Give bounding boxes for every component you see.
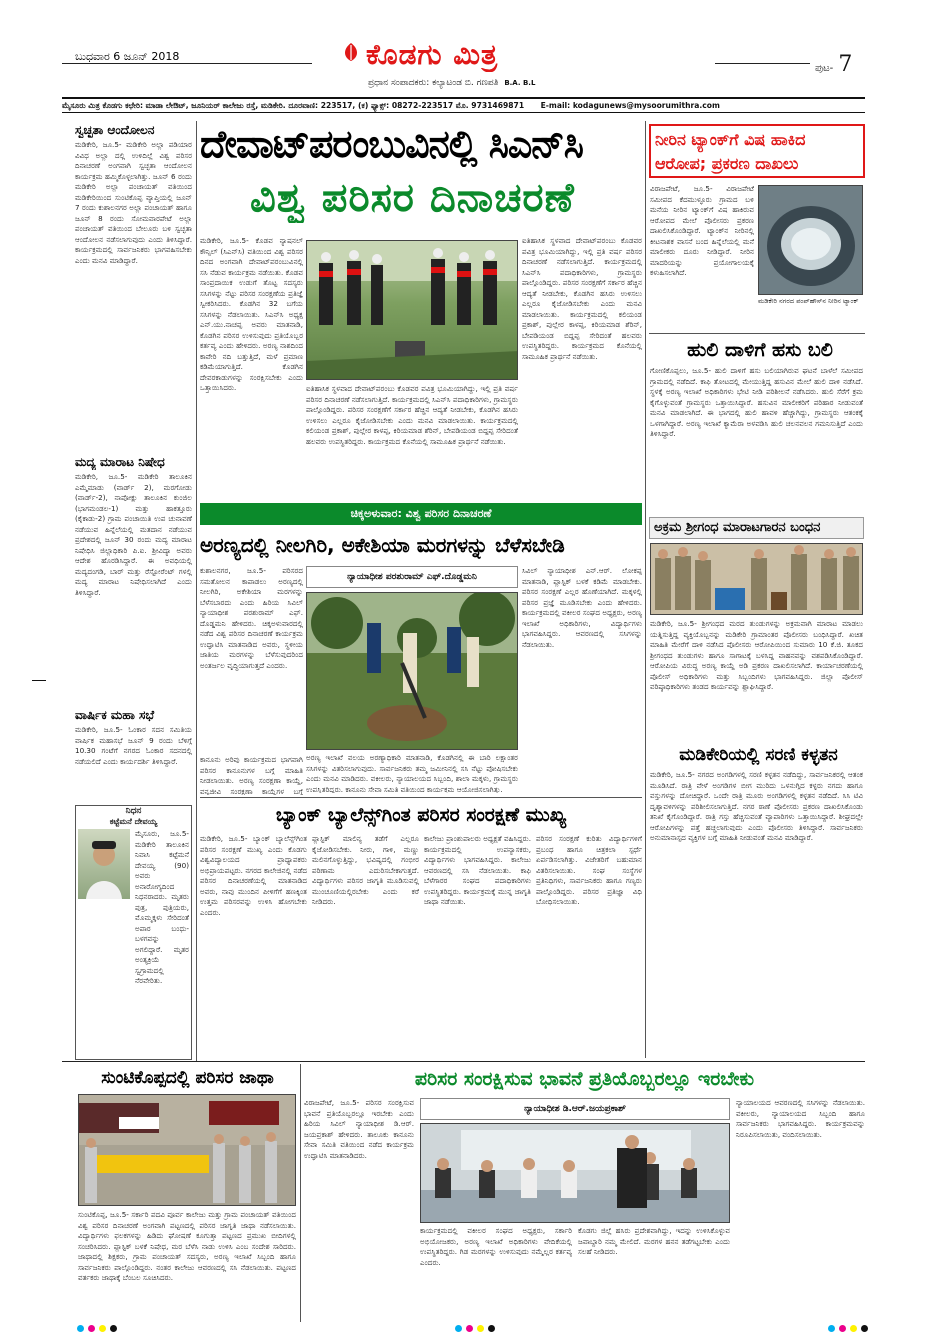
rally-body: ಸುಂಟಿಕೊಪ್ಪ, ಜೂ.5- ಸರ್ಕಾರಿ ಪದವಿ ಪೂರ್ವ ಕಾಲೇಜು ಮತ್ತು ಗ್ರಾಮ ಪಂಚಾಯತ್ ವತಿಯಿಂದ ವಿಶ್ವ ಪರಿಸರ ದಿನಾಚರಣೆ ಅಂಗವಾಗಿ ಪಟ್ಟಣದಲ್ಲಿ ಪರಿಸರ ಜಾಗೃತಿ ಜಾಥಾ ನಡೆಸಲಾಯಿತು. ವಿದ್ಯಾರ್ಥಿಗಳು ಫಲಕಗಳನ್ನು ಹಿಡಿದು ಘೋಷಣೆ ಕೂಗುತ್ತಾ ಪಟ್ಟಣದ ಪ್ರಮುಖ ಬೀದಿಗಳಲ್ಲಿ ಸಂಚರಿಸಿದರು. ಪ್ಲಾಸ್ಟಿಕ್ ಬಳಕೆ ನಿಷೇಧ, ಮರ ಬೆಳೆಸಿ ನಾಡು ಉಳಿಸಿ ಎಂಬ ಸಂದೇಶ ಸಾರಿದರು. ಜಾಥಾದಲ್ಲಿ ಶಿಕ್ಷಕರು, ಗ್ರಾಮ ಪಂಚಾಯತ್ ಸದಸ್ಯರು, ಅರಣ್ಯ ಇಲಾಖೆ ಸಿಬ್ಬಂದಿ ಹಾಗೂ ಸಾರ್ವಜನಿಕರು ಪಾಲ್ಗೊಂಡಿದ್ದರು. ನಂತರ ಕಾಲೇಜು ಆವರಣದಲ್ಲಿ ಸಸಿ ನೆಡಲಾಯಿತು. ಪಟ್ಟಣದ ವರ್ತಕರು ಜಾಥಾಕ್ಕೆ ಬೆಂಬಲ ಸೂಚಿಸಿದರು. — [78, 1210, 296, 1282]
email-text: E-mail: kodagunews@mysoorumithra.com — [540, 101, 720, 110]
forest-kicker-bar — [200, 503, 642, 525]
lead-photo — [306, 240, 518, 380]
obituary-photo — [78, 829, 130, 899]
sandalwood-headline: ಅಕ್ರಮ ಶ್ರೀಗಂಧ ಮಾರಾಟಗಾರನ ಬಂಧನ — [654, 520, 821, 535]
registration-dot-cyan — [77, 1325, 84, 1332]
protect-col1: ವಿರಾಜಪೇಟೆ, ಜೂ.5- ಪರಿಸರ ಸಂರಕ್ಷಿಸುವ ಭಾವನೆ ಪ್ರತಿಯೊಬ್ಬರಲ್ಲೂ ಇರಬೇಕು ಎಂದು ಹಿರಿಯ ಸಿವಿಲ್ ನ್ಯಾಯಾಧೀಶ ಡಿ.ಆರ್. ಜಯಪ್ರಕಾಶ್ ಹೇಳಿದರು. ತಾಲೂಕು ಕಾನೂನು ಸೇವಾ ಸಮಿತಿ ವತಿಯಿಂದ ನಡೆದ ಕಾರ್ಯಕ್ರಮ ಉದ್ಘಾಟಿಸಿ ಮಾತನಾಡಿದರು. — [304, 1098, 414, 1160]
obituary-box — [75, 805, 192, 1060]
rally-photo — [78, 1094, 296, 1206]
registration-dot-black-right — [861, 1325, 868, 1332]
registration-dot-black — [110, 1325, 117, 1332]
registration-dot-magenta-center — [466, 1325, 473, 1332]
forest-col4: ಕಾನೂನು ಅರಿವು ಕಾರ್ಯಕ್ರಮದ ಭಾಗವಾಗಿ ಪರಿಸರ ಕಾನೂನುಗಳ ಬಗ್ಗೆ ಮಾಹಿತಿ ನೀಡಲಾಯಿತು. ಅರಣ್ಯ ಸಂರಕ್ಷಣಾ ಕಾಯ್ದೆ, ವನ್ಯಜೀವಿ ಸಂರಕ್ಷಣಾ ಕಾಯ್ದೆಗಳ ಬಗ್ಗೆ — [200, 755, 303, 795]
masthead-rule — [62, 63, 312, 64]
sandalwood-headline-box — [649, 517, 864, 539]
left-column-rule — [196, 121, 197, 1061]
forest-rule — [200, 797, 642, 798]
forest-col2: ಸಿವಿಲ್ ನ್ಯಾಯಾಧೀಶ ಎನ್.ಆರ್. ಲೋಕಪ್ಪ ಮಾತನಾಡಿ, ಪ್ಲಾಸ್ಟಿಕ್ ಬಳಕೆ ಕಡಿಮೆ ಮಾಡಬೇಕು. ಪರಿಸರ ಸಂರಕ್ಷಣೆ ಎಲ್ಲರ ಹೊಣೆಯಾಗಿದೆ. ಮಕ್ಕಳಲ್ಲಿ ಪರಿಸರ ಪ್ರಜ್ಞೆ ಮೂಡಿಸಬೇಕು ಎಂದು ಹೇಳಿದರು. ಕಾರ್ಯಕ್ರಮದಲ್ಲಿ ವಕೀಲರ ಸಂಘದ ಅಧ್ಯಕ್ಷರು, ಅರಣ್ಯ ಇಲಾಖೆ ಅಧಿಕಾರಿಗಳು, ವಿದ್ಯಾರ್ಥಿಗಳು ಭಾಗವಹಿಸಿದ್ದರು. ಆವರಣದಲ್ಲಿ ಸಸಿಗಳನ್ನು ನೆಡಲಾಯಿತು. — [522, 566, 642, 649]
bottom-section-rule — [62, 1061, 865, 1062]
bank-headline: ಬ್ಯಾಂಕ್ ಬ್ಯಾಲೆನ್ಸ್‌ಗಿಂತ ಪರಿಸರ ಸಂರಕ್ಷಣೆ ಮುಖ್ಯ — [275, 804, 567, 826]
registration-dot-yellow-right — [850, 1325, 857, 1332]
cleanliness-body: ಮಡಿಕೇರಿ, ಜೂ.5- ಮಡಿಕೇರಿ ಅಲ್ಲಾ ಪಡಿಯಾರ ವಿವಿಧ ಅಲ್ಲಾ ದಲ್ಲಿ ಉಳಿದಿಲ್ಲೆ ವಿಶ್ವ ಪರಿಸರ ದಿನಾಚರಣೆ ಅಂಗವಾಗಿ ಸ್ವಚ್ಛತಾ ಆಂದೋಲನ ಕಾರ್ಯಕ್ರಮ ಹಮ್ಮಿಕೊಳ್ಳಲಾಗಿತ್ತು. ಜೂನ್ 6 ರಂದು ಮಡಿಕೇರಿ ಅಲ್ಲಾ ಪಂಚಾಯತ್ ವತಿಯಿಂದ ಮಡಿಕೇರಿಯಿಂದ ಸುಂಟಿಕೊಪ್ಪ ವ್ಯಾಪ್ತಿಯಲ್ಲಿ ಜೂನ್ 7 ರಂದು ಕುಶಾಲನಗರ ಅಲ್ಲಾ ಪಂಚಾಯತ್ ಹಾಗೂ ಜೂನ್ 8 ರಂದು ಸೋಮವಾರಪೇಟೆ ಅಲ್ಲಾ ಪಂಚಾಯತ್ ವತಿಯಿಂದ ಬೇಲೂರು ಬಳಿ ಸ್ವಚ್ಛತಾ ಆಂದೋಲನ ನಡೆಸಲಾಗುವುದು ಎಂದು ತಿಳಿಸಿದ್ದಾರೆ. ಕಾರ್ಯಕ್ರಮದಲ್ಲಿ ಸಾರ್ವಜನಿಕರು ಭಾಗವಹಿಸಬೇಕು ಎಂದು ಮನವಿ ಮಾಡಿದ್ದಾರೆ. — [75, 140, 192, 265]
bank-col1: ಮಡಿಕೇರಿ, ಜೂ.5- ಬ್ಯಾಂಕ್ ಬ್ಯಾಲೆನ್ಸ್‌ಗಿಂತ ಪರಿಸರ ಸಂರಕ್ಷಣೆ ಮುಖ್ಯ ಎಂದು ಕೊಡಗು ವಿಶ್ವವಿದ್ಯಾಲಯದ ಪ್ರಾಧ್ಯಾಪಕರು ಅಭಿಪ್ರಾಯಪಟ್ಟರು. ನಗರದ ಕಾಲೇಜಿನಲ್ಲಿ ನಡೆದ ಪರಿಸರ ದಿನಾಚರಣೆಯಲ್ಲಿ ಮಾತನಾಡಿದ ಅವರು, ನಾವು ಮುಂದಿನ ಪೀಳಿಗೆಗೆ ಹಣಕ್ಕಿಂತ ಉತ್ತಮ ಪರಿಸರವನ್ನು ಉಳಿಸಿ ಹೋಗಬೇಕು ಎಂದರು. — [200, 834, 307, 917]
forest-kicker: ಚಿಕ್ಕಅಳುವಾರ: ವಿಶ್ವ ಪರಿಸರ ದಿನಾಚರಣೆ — [350, 507, 492, 520]
registration-dot-magenta-right — [839, 1325, 846, 1332]
protect-photo — [420, 1123, 730, 1223]
protect-photo-caption: ನ್ಯಾಯಾಧೀಶ ಡಿ.ಆರ್.ಜಯಪ್ರಕಾಶ್ — [420, 1098, 730, 1120]
issue-date: ಬುಧವಾರ 6 ಜೂನ್ 2018 — [75, 50, 180, 63]
sandalwood-body: ಮಡಿಕೇರಿ, ಜೂ.5- ಶ್ರೀಗಂಧದ ಮರದ ತುಂಡುಗಳನ್ನು ಅಕ್ರಮವಾಗಿ ಮಾರಾಟ ಮಾಡಲು ಯತ್ನಿಸುತ್ತಿದ್ದ ವ್ಯಕ್ತಿಯೊಬ್ಬನನ್ನು ಮಡಿಕೇರಿ ಗ್ರಾಮಾಂತರ ಪೊಲೀಸರು ಬಂಧಿಸಿದ್ದಾರೆ. ಖಚಿತ ಮಾಹಿತಿ ಮೇರೆಗೆ ದಾಳಿ ನಡೆಸಿದ ಪೊಲೀಸರು ಆರೋಪಿಯಿಂದ ಸುಮಾರು 10 ಕೆ.ಜಿ. ತೂಕದ ಶ್ರೀಗಂಧದ ತುಂಡುಗಳು ಹಾಗೂ ಸಾಗಾಟಕ್ಕೆ ಬಳಸಿದ್ದ ವಾಹನವನ್ನು ವಶಪಡಿಸಿಕೊಂಡಿದ್ದಾರೆ. ಆರೋಪಿಯ ವಿರುದ್ಧ ಅರಣ್ಯ ಕಾಯ್ದೆ ಅಡಿ ಪ್ರಕರಣ ದಾಖಲಿಸಲಾಗಿದೆ. ಕಾರ್ಯಾಚರಣೆಯಲ್ಲಿ ಪೊಲೀಸ್ ಅಧಿಕಾರಿಗಳು ಮತ್ತು ಸಿಬ್ಬಂದಿಗಳು ಭಾಗವಹಿಸಿದ್ದರು. ಜಿಲ್ಲಾ ಪೊಲೀಸ್ ವರಿಷ್ಠಾಧಿಕಾರಿಗಳು ತಂಡದ ಕಾರ್ಯವನ್ನು ಶ್ಲಾಘಿಸಿದ್ದಾರೆ. — [650, 619, 863, 691]
theft-body: ಮಡಿಕೇರಿ, ಜೂ.5- ನಗರದ ಅಂಗಡಿಗಳಲ್ಲಿ ಸರಣಿ ಕಳ್ಳತನ ನಡೆದಿದ್ದು, ಸಾರ್ವಜನಿಕರಲ್ಲಿ ಆತಂಕ ಮೂಡಿಸಿದೆ. ರಾತ್ರಿ ವೇಳೆ ಅಂಗಡಿಗಳ ಬೀಗ ಮುರಿದು ಒಳನುಗ್ಗಿದ ಕಳ್ಳರು ನಗದು ಹಾಗೂ ವಸ್ತುಗಳನ್ನು ದೋಚಿದ್ದಾರೆ. ಒಂದೇ ರಾತ್ರಿ ಮೂರು ಅಂಗಡಿಗಳಲ್ಲಿ ಕಳ್ಳತನ ನಡೆದಿದೆ. ಸಿಸಿ ಟಿವಿ ದೃಶ್ಯಾವಳಿಗಳನ್ನು ಪರಿಶೀಲಿಸಲಾಗುತ್ತಿದೆ. ನಗರ ಠಾಣೆ ಪೊಲೀಸರು ಪ್ರಕರಣ ದಾಖಲಿಸಿಕೊಂಡು ತನಿಖೆ ಕೈಗೊಂಡಿದ್ದಾರೆ. ರಾತ್ರಿ ಗಸ್ತು ಹೆಚ್ಚಿಸುವಂತೆ ವ್ಯಾಪಾರಿಗಳು ಒತ್ತಾಯಿಸಿದ್ದಾರೆ. ಶೀಘ್ರದಲ್ಲೇ ಆರೋಪಿಗಳನ್ನು ಪತ್ತೆ ಹಚ್ಚಲಾಗುವುದು ಎಂದು ಪೊಲೀಸರು ತಿಳಿಸಿದ್ದಾರೆ. ಸಾರ್ವಜನಿಕರು ಅನುಮಾನಾಸ್ಪದ ವ್ಯಕ್ತಿಗಳ ಬಗ್ಗೆ ಮಾಹಿತಿ ನೀಡುವಂತೆ ಮನವಿ ಮಾಡಿದ್ದಾರೆ. — [650, 770, 863, 842]
theft-headline: ಮಡಿಕೇರಿಯಲ್ಲಿ ಸರಣಿ ಕಳ್ಳತನ — [679, 745, 838, 765]
bottom-column-rule — [300, 1064, 301, 1322]
editor-line — [368, 78, 535, 88]
lead-col2: ಐತಿಹಾಸಿಕ ಸ್ಥಳವಾದ ದೇವಾಟ್‌ಪರಂಬು ಕೊಡವರ ಪವಿತ್ರ ಭೂಮಿಯಾಗಿದ್ದು, ಇಲ್ಲಿ ಪ್ರತಿ ವರ್ಷ ಪರಿಸರ ದಿನಾಚರಣೆ ನಡೆಸಲಾಗುತ್ತಿದೆ. ಕಾರ್ಯಕ್ರಮದಲ್ಲಿ ಸಿಎನ್‌ಸಿ ಪದಾಧಿಕಾರಿಗಳು, ಗ್ರಾಮಸ್ಥರು ಪಾಲ್ಗೊಂಡಿದ್ದರು. ಪರಿಸರ ಸಂರಕ್ಷಣೆಗೆ ಸರ್ಕಾರ ಹೆಚ್ಚಿನ ಆದ್ಯತೆ ನೀಡಬೇಕು, ಕೊಡಗಿನ ಹಸಿರು ಉಳಿಸಲು ಎಲ್ಲರೂ ಕೈಜೋಡಿಸಬೇಕು ಎಂದು ಮನವಿ ಮಾಡಲಾಯಿತು. ಕಾರ್ಯಕ್ರಮದಲ್ಲಿ ಕಲಿಯಂಡ ಪ್ರಕಾಶ್, ಪುಲ್ಲೇರ ಕಾಳಪ್ಪ, ಕಿರಿಯಮಾಡ ಶೆರಿನ್, ಬೇಪಡಿಯಂಡ ಬಿದ್ದಪ್ಪ ಸೇರಿದಂತೆ ಹಲವರು ಉಪಸ್ಥಿತರಿದ್ದರು. ಕಾರ್ಯಕ್ರಮದ ಕೊನೆಯಲ್ಲಿ ಸಾಮೂಹಿಕ ಪ್ರಾರ್ಥನೆ ನಡೆಯಿತು. — [522, 236, 642, 361]
obituary-name: ಕಟ್ಟೆಮನೆ ದೇವಯ್ಯ — [109, 816, 158, 826]
water-tank-headline-box — [649, 124, 865, 178]
lead-headline-1: ದೇವಾಟ್‌ಪರಂಬುವಿನಲ್ಲಿ ಸಿಎನ್‌ಸಿ — [200, 122, 583, 166]
page-number-block — [815, 52, 852, 77]
lead-headline-2: ವಿಶ್ವ ಪರಿಸರ ದಿನಾಚರಣೆ — [250, 175, 575, 221]
protect-col3: ಕೊಡಗು ಜಿಲ್ಲೆ ಹಸಿರು ಪ್ರದೇಶವಾಗಿದ್ದು, ಇದನ್ನು ಉಳಿಸಿಕೊಳ್ಳುವ ಜವಾಬ್ದಾರಿ ನಮ್ಮ ಮೇಲಿದೆ. ಮರಗಳ ಹನನ ತಡೆಗಟ್ಟಬೇಕು ಎಂದು ಸಲಹೆ ನೀಡಿದರು. — [578, 1226, 730, 1256]
registration-dot-magenta — [88, 1325, 95, 1332]
water-tank-body: ವಿರಾಜಪೇಟೆ, ಜೂ.5- ವಿರಾಜಪೇಟೆ ಸಮೀಪದ ಕೆದಮುಳ್ಳೂರು ಗ್ರಾಮದ ಬಳಿ ಮನೆಯ ನೀರಿನ ಟ್ಯಾಂಕ್‌ಗೆ ವಿಷ ಹಾಕಿರುವ ಆರೋಪದ ಮೇಲೆ ಪೊಲೀಸರು ಪ್ರಕರಣ ದಾಖಲಿಸಿಕೊಂಡಿದ್ದಾರೆ. ಟ್ಯಾಂಕ್‌ನ ನೀರಿನಲ್ಲಿ ಕೀಟನಾಶಕ ವಾಸನೆ ಬಂದ ಹಿನ್ನೆಲೆಯಲ್ಲಿ ಮನೆ ಮಾಲೀಕರು ದೂರು ನೀಡಿದ್ದಾರೆ. ನೀರಿನ ಮಾದರಿಯನ್ನು ಪ್ರಯೋಗಾಲಯಕ್ಕೆ ಕಳುಹಿಸಲಾಗಿದೆ. — [650, 184, 754, 277]
forest-photo-caption: ನ್ಯಾಯಾಧೀಶ ಪರಶುರಾಮ್ ಎಫ್.ದೊಡ್ಡಮನಿ — [306, 566, 518, 588]
cleanliness-headline: ಸ್ವಚ್ಛತಾ ಆಂದೋಲನ — [75, 123, 155, 137]
agm-body: ಮಡಿಕೇರಿ, ಜೂ.5- ಓಂಕಾರ ಸದನ ಸಮಿತಿಯ ವಾರ್ಷಿಕ ಮಹಾಸಭೆ ಜೂನ್ 9 ರಂದು ಬೆಳಿಗ್ಗೆ 10.30 ಗಂಟೆಗೆ ನಗರದ ಓಂಕಾರ ಸದನದಲ್ಲಿ ನಡೆಯಲಿದೆ ಎಂದು ಕಾರ್ಯದರ್ಶಿ ತಿಳಿಸಿದ್ದಾರೆ. — [75, 725, 192, 766]
page-label: ಪುಟ- — [815, 63, 834, 74]
forest-photo — [306, 592, 518, 750]
page-number: 7 — [838, 52, 853, 77]
address-text: ಮೈಸೂರು ಮಿತ್ರ ಕೊಡಗು ಕಛೇರಿ: ಮಾಡಾ ಲೇಔಟ್, ಜೂನಿಯರ್ ಕಾಲೇಜು ರಸ್ತೆ, ಮಡಿಕೇರಿ. ದೂರವಾಣಿ: 223517, (ಕ) ಫ್ಯಾಕ್ಸ್: 08272-223517 ಮೊ. 9731469871 — [62, 101, 525, 110]
registration-dot-yellow — [99, 1325, 106, 1332]
editor-name: ಪ್ರಧಾನ ಸಂಪಾದಕರು: ಕಲ್ಯಾಟಂಡ ಬಿ. ಗಣಪತಿ — [368, 78, 499, 88]
liquor-ban-body: ಮಡಿಕೇರಿ, ಜೂ.5- ಮಡಿಕೇರಿ ತಾಲೂಕಿನ ಎಮ್ಮೆಮಾಡು (ವಾರ್ಡ್ 2), ಮರಗೋಡು (ವಾರ್ಡ್-2), ನಾಪೋಕ್ಲು ತಾಲೂಕಿನ ಕುಂಜಿಲ (ಭಾಗಮಂಡಲ-1) ಮತ್ತು ಹಾಕತ್ತೂರು (ಕೈಕಾಡು-2) ಗ್ರಾಮ ಪಂಚಾಯಿತಿ ಉಪ ಚುನಾವಣೆ ನಡೆಯುವ ಹಿನ್ನೆಲೆಯಲ್ಲಿ ಮತದಾನ ನಡೆಯುವ ಪ್ರದೇಶದಲ್ಲಿ ಜೂನ್ 30 ರಂದು ಮದ್ಯ ಮಾರಾಟ ನಿಷೇಧಿಸಿ ಜಿಲ್ಲಾಧಿಕಾರಿ ಪಿ.ಐ. ಶ್ರೀವಿದ್ಯಾ ಅವರು ಆದೇಶ ಹೊರಡಿಸಿದ್ದಾರೆ. ಈ ಅವಧಿಯಲ್ಲಿ ಮದ್ಯದಂಗಡಿ, ಬಾರ್ ಮತ್ತು ರೆಸ್ಟೋರೆಂಟ್ ಗಳಲ್ಲಿ ಮದ್ಯ ಮಾರಾಟ ನಿಷೇಧಿಸಲಾಗಿದೆ ಎಂದು ತಿಳಿಸಿದ್ದಾರೆ. — [75, 472, 192, 597]
lead-photo-strip: ಐತಿಹಾಸಿಕ ಸ್ಥಳವಾದ ದೇವಾಟ್‌ಪರಂಬು ಕೊಡವರ ಪವಿತ್ರ ಭೂಮಿಯಾಗಿದ್ದು, ಇಲ್ಲಿ ಪ್ರತಿ ವರ್ಷ ಪರಿಸರ ದಿನಾಚರಣೆ ನಡೆಸಲಾಗುತ್ತಿದೆ. ಕಾರ್ಯಕ್ರಮದಲ್ಲಿ ಸಿಎನ್‌ಸಿ ಪದಾಧಿಕಾರಿಗಳು, ಗ್ರಾಮಸ್ಥರು ಪಾಲ್ಗೊಂಡಿದ್ದರು. ಪರಿಸರ ಸಂರಕ್ಷಣೆಗೆ ಸರ್ಕಾರ ಹೆಚ್ಚಿನ ಆದ್ಯತೆ ನೀಡಬೇಕು, ಕೊಡಗಿನ ಹಸಿರು ಉಳಿಸಲು ಎಲ್ಲರೂ ಕೈಜೋಡಿಸಬೇಕು ಎಂದು ಮನವಿ ಮಾಡಲಾಯಿತು. ಕಾರ್ಯಕ್ರಮದಲ್ಲಿ ಕಲಿಯಂಡ ಪ್ರಕಾಶ್, ಪುಲ್ಲೇರ ಕಾಳಪ್ಪ, ಕಿರಿಯಮಾಡ ಶೆರಿನ್, ಬೇಪಡಿಯಂಡ ಬಿದ್ದಪ್ಪ ಸೇರಿದಂತೆ ಹಲವರು ಉಪಸ್ಥಿತರಿದ್ದರು. ಕಾರ್ಯಕ್ರಮದ ಕೊನೆಯಲ್ಲಿ ಸಾಮೂಹಿಕ ಪ್ರಾರ್ಥನೆ ನಡೆಯಿತು. — [306, 384, 518, 446]
registration-dot-cyan-right — [828, 1325, 835, 1332]
agm-headline: ವಾರ್ಷಿಕ ಮಹಾ ಸಭೆ — [75, 708, 155, 722]
masthead-rule-right — [715, 63, 810, 64]
margin-crop-mark — [32, 680, 46, 681]
water-tank-rule — [649, 333, 865, 334]
obituary-label: ನಿಧನ — [125, 806, 142, 816]
forest-headline: ಅರಣ್ಯದಲ್ಲಿ ನೀಲಗಿರಿ, ಅಕೇಶಿಯಾ ಮರಗಳನ್ನು ಬೆಳೆಸಬೇಡಿ — [200, 533, 565, 557]
tiger-body: ಗೋಣಿಕೊಪ್ಪಲು, ಜೂ.5- ಹುಲಿ ದಾಳಿಗೆ ಹಸು ಬಲಿಯಾಗಿರುವ ಘಟನೆ ಬಾಳೆಲೆ ಸಮೀಪದ ಗ್ರಾಮದಲ್ಲಿ ನಡೆದಿದೆ. ಕಾಫಿ ತೋಟದಲ್ಲಿ ಮೇಯುತ್ತಿದ್ದ ಹಸುವಿನ ಮೇಲೆ ಹುಲಿ ದಾಳಿ ನಡೆಸಿದೆ. ಸ್ಥಳಕ್ಕೆ ಅರಣ್ಯ ಇಲಾಖೆ ಅಧಿಕಾರಿಗಳು ಭೇಟಿ ನೀಡಿ ಪರಿಶೀಲನೆ ನಡೆಸಿದರು. ಹುಲಿ ಸೆರೆಗೆ ಕ್ರಮ ಕೈಗೊಳ್ಳುವಂತೆ ಗ್ರಾಮಸ್ಥರು ಒತ್ತಾಯಿಸಿದ್ದಾರೆ. ಹಸುವಿನ ಮಾಲೀಕರಿಗೆ ಪರಿಹಾರ ನೀಡುವಂತೆ ಮನವಿ ಮಾಡಲಾಗಿದೆ. ಈ ಭಾಗದಲ್ಲಿ ಹುಲಿ ಹಾವಳಿ ಹೆಚ್ಚಾಗಿದ್ದು, ಗ್ರಾಮಸ್ಥರು ಆತಂಕಕ್ಕೆ ಒಳಗಾಗಿದ್ದಾರೆ. ಅರಣ್ಯ ಇಲಾಖೆ ಕ್ಯಾಮೆರಾ ಅಳವಡಿಸಿ ಹುಲಿ ಚಲನವಲನ ಗಮನಿಸುತ್ತಿದೆ ಎಂದು ತಿಳಿಸಿದ್ದಾರೆ. — [650, 366, 863, 438]
logo-leaf-icon — [340, 41, 362, 63]
protect-col4: ನ್ಯಾಯಾಲಯದ ಆವರಣದಲ್ಲಿ ಸಸಿಗಳನ್ನು ನೆಡಲಾಯಿತು. ವಕೀಲರು, ನ್ಯಾಯಾಲಯದ ಸಿಬ್ಬಂದಿ ಹಾಗೂ ಸಾರ್ವಜನಿಕರು ಭಾಗವಹಿಸಿದ್ದರು. ಕಾರ್ಯಕ್ರಮವನ್ನು ನಿರೂಪಿಸಲಾಯಿತು, ವಂದಿಸಲಾಯಿತು. — [736, 1098, 865, 1139]
liquor-ban-headline: ಮದ್ಯ ಮಾರಾಟ ನಿಷೇಧ — [75, 455, 165, 469]
protect-col2: ಕಾರ್ಯಕ್ರಮದಲ್ಲಿ ವಕೀಲರ ಸಂಘದ ಅಧ್ಯಕ್ಷರು, ಸರ್ಕಾರಿ ಅಭಿಯೋಜಕರು, ಅರಣ್ಯ ಇಲಾಖೆ ಅಧಿಕಾರಿಗಳು ವೇದಿಕೆಯಲ್ಲಿ ಉಪಸ್ಥಿತರಿದ್ದರು. ಗಿಡ ಮರಗಳನ್ನು ಉಳಿಸುವುದು ನಮ್ಮೆಲ್ಲರ ಕರ್ತವ್ಯ ಎಂದರು. — [420, 1226, 572, 1267]
sandalwood-photo — [650, 543, 863, 615]
forest-col3: ಅರಣ್ಯ ಇಲಾಖೆ ವಲಯ ಅರಣ್ಯಾಧಿಕಾರಿ ಮಾತನಾಡಿ, ಕೊಡಗಿನಲ್ಲಿ ಈ ಬಾರಿ ಲಕ್ಷಾಂತರ ಸಸಿಗಳನ್ನು ವಿತರಿಸಲಾಗುವುದು. ಸಾರ್ವಜನಿಕರು ತಮ್ಮ ಜಮೀನಿನಲ್ಲಿ ಸಸಿ ನೆಟ್ಟು ಪೋಷಿಸಬೇಕು ಎಂದು ಮನವಿ ಮಾಡಿದರು. ವಕೀಲರು, ನ್ಯಾಯಾಲಯದ ಸಿಬ್ಬಂದಿ, ಶಾಲಾ ಮಕ್ಕಳು, ಗ್ರಾಮಸ್ಥರು ಉಪಸ್ಥಿತರಿದ್ದರು. ಕಾನೂನು ಸೇವಾ ಸಮಿತಿ ವತಿಯಿಂದ ಕಾರ್ಯಕ್ರಮ ಆಯೋಜಿಸಲಾಗಿತ್ತು. — [306, 753, 518, 793]
tiger-headline: ಹುಲಿ ದಾಳಿಗೆ ಹಸು ಬಲಿ — [687, 339, 833, 361]
registration-dot-cyan-center — [455, 1325, 462, 1332]
newspaper-title: ಕೊಡಗು ಮಿತ್ರ — [366, 38, 499, 71]
bank-col4: ಪರಿಸರ ಸಂರಕ್ಷಣೆ ಕುರಿತು ವಿದ್ಯಾರ್ಥಿಗಳಿಗೆ ಪ್ರಬಂಧ ಹಾಗೂ ಚಿತ್ರಕಲಾ ಸ್ಪರ್ಧೆ ಏರ್ಪಡಿಸಲಾಗಿತ್ತು. ವಿಜೇತರಿಗೆ ಬಹುಮಾನ ವಿತರಿಸಲಾಯಿತು. ಸಂಘ ಸಂಸ್ಥೆಗಳ ಪ್ರತಿನಿಧಿಗಳು, ಸಾರ್ವಜನಿಕರು ಹಾಗೂ ಗಣ್ಯರು ಪಾಲ್ಗೊಂಡಿದ್ದರು. ಪರಿಸರ ಪ್ರತಿಜ್ಞಾ ವಿಧಿ ಬೋಧಿಸಲಾಯಿತು. — [536, 834, 642, 906]
registration-dot-black-center — [488, 1325, 495, 1332]
lead-col1: ಮಡಿಕೇರಿ, ಜೂ.5- ಕೊಡವ ನ್ಯಾಷನಲ್ ಕೌನ್ಸಿಲ್ (ಸಿಎನ್‌ಸಿ) ವತಿಯಿಂದ ವಿಶ್ವ ಪರಿಸರ ದಿನದ ಅಂಗವಾಗಿ ದೇವಾಟ್‌ಪರಂಬುವಿನಲ್ಲಿ ಸಸಿ ನೆಡುವ ಕಾರ್ಯಕ್ರಮ ನಡೆಯಿತು. ಕೊಡವ ಸಾಂಪ್ರದಾಯಿಕ ಉಡುಗೆ ತೊಟ್ಟ ಸದಸ್ಯರು ಸಸಿಗಳನ್ನು ನೆಟ್ಟು ಪರಿಸರ ಸಂರಕ್ಷಣೆಯ ಪ್ರತಿಜ್ಞೆ ಸ್ವೀಕರಿಸಿದರು. ಕೊಡಗಿನ 32 ಬಗೆಯ ಸಸಿಗಳನ್ನು ನೆಡಲಾಯಿತು. ಸಿಎನ್‌ಸಿ ಅಧ್ಯಕ್ಷ ಎನ್.ಯು.ನಾಚಪ್ಪ ಅವರು ಮಾತನಾಡಿ, ಕೊಡಗಿನ ಪರಿಸರ ಉಳಿಸುವುದು ಪ್ರತಿಯೊಬ್ಬರ ಕರ್ತವ್ಯ ಎಂದು ಹೇಳಿದರು. ಅರಣ್ಯ ನಾಶದಿಂದ ಕಾವೇರಿ ನದಿ ಬತ್ತುತ್ತಿದೆ, ಮಳೆ ಪ್ರಮಾಣ ಕಡಿಮೆಯಾಗುತ್ತಿದೆ. ಕೊಡಗಿನ ದೇವರಕಾಡುಗಳನ್ನು ಸಂರಕ್ಷಿಸಬೇಕು ಎಂದು ಒತ್ತಾಯಿಸಿದರು. — [200, 236, 303, 392]
forest-col1: ಕುಶಾಲನಗರ, ಜೂ.5- ಪರಿಸರದ ಸಮತೋಲನ ಕಾಪಾಡಲು ಅರಣ್ಯದಲ್ಲಿ ನೀಲಗಿರಿ, ಅಕೇಶಿಯಾ ಮರಗಳನ್ನು ಬೆಳೆಸಬಾರದು ಎಂದು ಹಿರಿಯ ಸಿವಿಲ್ ನ್ಯಾಯಾಧೀಶ ಪರಶುರಾಮ್ ಎಫ್. ದೊಡ್ಡಮನಿ ಹೇಳಿದರು. ಚಿಕ್ಕಅಳುವಾರದಲ್ಲಿ ನಡೆದ ವಿಶ್ವ ಪರಿಸರ ದಿನಾಚರಣೆ ಕಾರ್ಯಕ್ರಮ ಉದ್ಘಾಟಿಸಿ ಮಾತನಾಡಿದ ಅವರು, ಸ್ಥಳೀಯ ಜಾತಿಯ ಮರಗಳನ್ನು ಬೆಳೆಸುವುದರಿಂದ ಅಂತರ್ಜಲ ವೃದ್ಧಿಯಾಗುತ್ತದೆ ಎಂದರು. — [200, 566, 303, 670]
editor-suffix: B.A. B.L — [504, 79, 536, 87]
obituary-body: ಮೈಸೂರು, ಜೂ.5- ಮಡಿಕೇರಿ ತಾಲೂಕಿನ ನಿವಾಸಿ ಕಟ್ಟೆಮನೆ ದೇವಯ್ಯ (90) ಅವರು ಅನಾರೋಗ್ಯದಿಂದ ನಿಧನರಾದರು. ಮೃತರು ಪುತ್ರ, ಪುತ್ರಿಯರು, ಮೊಮ್ಮಕ್ಕಳು ಸೇರಿದಂತೆ ಅಪಾರ ಬಂಧು-ಬಳಗವನ್ನು ಅಗಲಿದ್ದಾರೆ. ಮೃತರ ಅಂತ್ಯಕ್ರಿಯೆ ಸ್ವಗ್ರಾಮದಲ್ಲಿ ನೆರವೇರಿತು. — [135, 829, 189, 985]
water-tank-photo — [758, 185, 863, 295]
right-column-rule — [645, 121, 646, 1058]
address-strip — [62, 97, 865, 113]
water-tank-photo-caption: ಮಡಿಕೇರಿ ನಗರದ ಪಂಪ್‌ಹೌಸ್‌ನ ನೀರಿನ ಟ್ಯಾಂಕ್ — [758, 297, 859, 305]
registration-dot-yellow-center — [477, 1325, 484, 1332]
bank-col2: ಪ್ಲಾಸ್ಟಿಕ್ ಮಾಲಿನ್ಯ ತಡೆಗೆ ಎಲ್ಲರೂ ಕೈಜೋಡಿಸಬೇಕು. ನೀರು, ಗಾಳಿ, ಮಣ್ಣು ಮಲಿನಗೊಳ್ಳುತ್ತಿದ್ದು, ಭವಿಷ್ಯದಲ್ಲಿ ಗಂಭೀರ ಪರಿಣಾಮ ಎದುರಿಸಬೇಕಾಗುತ್ತದೆ. ವಿದ್ಯಾರ್ಥಿಗಳು ಪರಿಸರ ಜಾಗೃತಿ ಮೂಡಿಸುವಲ್ಲಿ ಮುಂಚೂಣಿಯಲ್ಲಿರಬೇಕು ಎಂದು ಕರೆ ನೀಡಿದರು. — [312, 834, 419, 906]
bank-col3: ಕಾಲೇಜು ಪ್ರಾಂಶುಪಾಲರು ಅಧ್ಯಕ್ಷತೆ ವಹಿಸಿದ್ದರು. ಕಾರ್ಯಕ್ರಮದಲ್ಲಿ ಉಪನ್ಯಾಸಕರು, ವಿದ್ಯಾರ್ಥಿಗಳು ಭಾಗವಹಿಸಿದ್ದರು. ಕಾಲೇಜು ಆವರಣದಲ್ಲಿ ಸಸಿ ನೆಡಲಾಯಿತು. ಕಾಫಿ ಬೆಳೆಗಾರರ ಸಂಘದ ಪದಾಧಿಕಾರಿಗಳು ಉಪಸ್ಥಿತರಿದ್ದರು. ಕಾರ್ಯಕ್ರಮಕ್ಕೆ ಮುನ್ನ ಜಾಗೃತಿ ಜಾಥಾ ನಡೆಯಿತು. — [424, 834, 531, 906]
water-tank-headline: ನೀರಿನ ಟ್ಯಾಂಕ್‌ಗೆ ವಿಷ ಹಾಕಿದ ಆರೋಪ; ಪ್ರಕರಣ ದಾಖಲು — [655, 130, 806, 173]
rally-headline: ಸುಂಟಿಕೊಪ್ಪದಲ್ಲಿ ಪರಿಸರ ಜಾಥಾ — [101, 1068, 274, 1088]
protect-headline: ಪರಿಸರ ಸಂರಕ್ಷಿಸುವ ಭಾವನೆ ಪ್ರತಿಯೊಬ್ಬರಲ್ಲೂ ಇರಬೇಕು — [414, 1068, 755, 1090]
